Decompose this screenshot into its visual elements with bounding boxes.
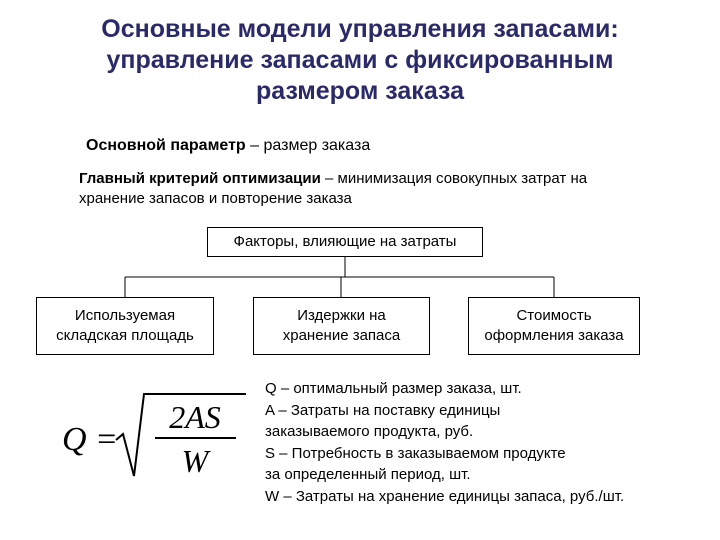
formula-denominator: W xyxy=(181,443,209,479)
eoq-formula xyxy=(60,388,250,483)
factor-box-storage-area xyxy=(36,297,214,355)
formula-numerator: 2AS xyxy=(169,399,221,435)
main-criterion-label: Главный критерий оптимизации xyxy=(79,170,321,187)
main-parameter-label: Основной параметр xyxy=(86,137,246,154)
legend-line-6: W – Затраты на хранение единицы запаса, руб./шт. xyxy=(265,487,625,505)
title-line-2: управление запасами с фиксированным xyxy=(106,46,614,74)
factor-1-line-2: складская площадь xyxy=(56,327,194,344)
factor-1-line-1: Используемая xyxy=(74,307,176,324)
factor-2-line-2: хранение запаса xyxy=(282,327,401,344)
factor-box-order-cost xyxy=(468,297,640,355)
factor-3-line-1: Стоимость xyxy=(516,307,592,324)
factors-label: Факторы, влияющие на затраты xyxy=(233,233,457,250)
main-criterion-text: – минимизация совокупных затрат на хранение запасов и повторение заказа xyxy=(79,170,588,207)
title-line-3: размером заказа xyxy=(255,77,465,105)
formula-lhs: Q = xyxy=(62,421,118,458)
factors-box xyxy=(207,227,483,257)
factor-box-holding-cost xyxy=(253,297,430,355)
legend-line-3: заказываемого продукта, руб. xyxy=(265,423,474,440)
legend-line-5: за определенный период, шт. xyxy=(265,466,471,483)
factor-3-line-2: оформления заказа xyxy=(484,327,624,344)
factor-2-line-1: Издержки на xyxy=(297,307,386,324)
legend-line-4: S – Потребность в заказываемом продукте xyxy=(265,444,566,462)
title-line-1: Основные модели управления запасами: xyxy=(101,15,619,43)
main-parameter-text: – размер заказа xyxy=(245,137,371,154)
legend-line-1: Q – оптимальный размер заказа, шт. xyxy=(265,380,522,397)
legend-line-2: A – Затраты на поставку единицы xyxy=(265,401,501,419)
formula-legend xyxy=(265,378,705,507)
